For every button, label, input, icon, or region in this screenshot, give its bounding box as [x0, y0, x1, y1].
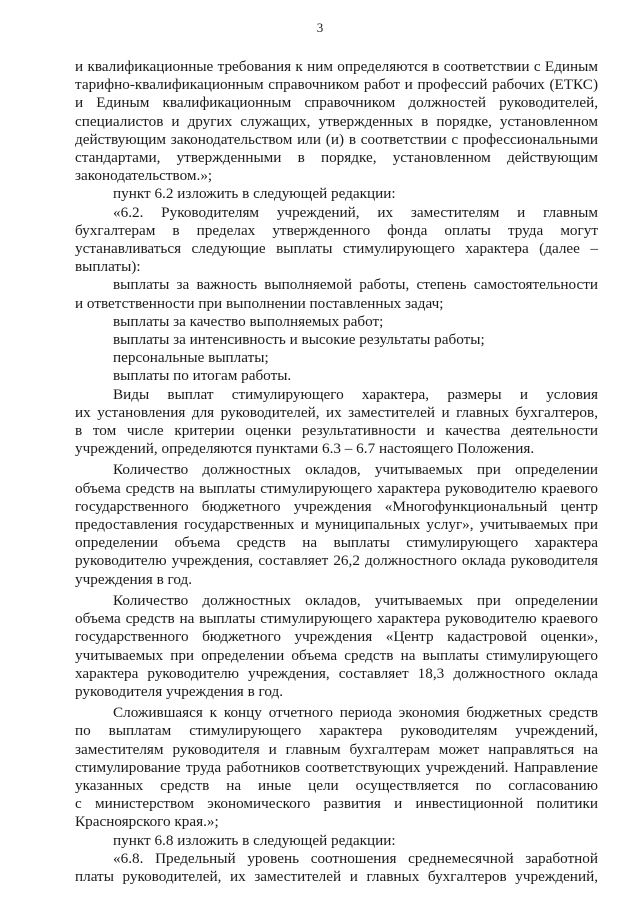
- paragraph-mfc-salaries: [75, 461, 598, 588]
- text-line: выплаты за интенсивность и высокие результаты работы;: [113, 331, 485, 349]
- text-line: Количество должностных окладов, учитываемых при определении: [113, 591, 598, 609]
- text-line: персональные выплаты;: [113, 349, 269, 367]
- text-line: бухгалтерам в пределах утвержденного фонда оплаты труда могут: [75, 221, 598, 239]
- text-line: руководителю учреждения, составляет 26,2 должностного оклада руководителя: [75, 552, 598, 570]
- text-line: Виды выплат стимулирующего характера, размеры и условия: [113, 385, 598, 403]
- list-item-results: [75, 367, 598, 385]
- text-line: выплаты):: [75, 258, 141, 276]
- paragraph-budget-savings: [75, 704, 598, 831]
- text-line: характера руководителю учреждения, составляет 18,3 должностного оклада: [75, 664, 598, 682]
- paragraph-cadastral-salaries: [75, 592, 598, 701]
- text-line: и квалификационные требования к ним определяются в соответствии с Единым: [75, 58, 598, 75]
- text-line: определении объема средств на выплаты стимулирующего характера: [75, 534, 598, 552]
- list-item-importance: [75, 276, 598, 312]
- text-line: учреждения в год.: [75, 570, 193, 588]
- text-line: выплаты за важность выполняемой работы, степень самостоятельности: [113, 276, 598, 294]
- text-line: предоставления государственных и муниципальных услуг», учитываемых при: [75, 516, 598, 534]
- page-number: 3: [316, 20, 324, 35]
- text-line: Красноярского края.»;: [75, 813, 219, 831]
- text-line: их установления для руководителей, их заместителей и главных бухгалтеров,: [75, 403, 598, 421]
- text-line: государственного бюджетного учреждения «Многофункциональный центр: [75, 497, 598, 515]
- text-line: руководителя учреждения в год.: [75, 682, 284, 700]
- text-line: стимулирование труда работников соответствующих учреждений. Направление: [75, 758, 598, 776]
- text-line: Количество должностных окладов, учитываемых при определении: [113, 461, 598, 479]
- paragraph-6-2: [75, 204, 598, 277]
- text-line: и ответственности при выполнении поставленных задач;: [75, 294, 444, 312]
- text-line: пункт 6.8 изложить в следующей редакции:: [113, 831, 396, 849]
- text-line: учреждений, определяются пунктами 6.3 – 6.7 настоящего Положения.: [75, 440, 535, 458]
- text-line: объема средств на выплаты стимулирующего характера руководителю краевого: [75, 479, 598, 497]
- text-line: Сложившаяся к концу отчетного периода экономия бюджетных средств: [113, 704, 598, 722]
- text-line: учитываемых при определении объема средств на выплаты стимулирующего: [75, 646, 598, 664]
- paragraph-qualification-requirements: [75, 58, 598, 185]
- text-line: государственного бюджетного учреждения «Центр кадастровой оценки»,: [75, 628, 598, 646]
- paragraph-payment-types: [75, 386, 598, 459]
- paragraph-6-8: [75, 850, 598, 886]
- paragraph-amend-6-8: [75, 832, 598, 850]
- text-line: в том числе критерии оценки результативности и качества деятельности: [75, 422, 598, 440]
- text-line: и Единым квалификационным справочником должностей руководителей,: [75, 94, 598, 112]
- list-item-quality: [75, 313, 598, 331]
- text-line: действующим законодательством или (и) в соответствии с профессиональными: [75, 130, 598, 148]
- text-line: законодательством.»;: [75, 167, 213, 185]
- text-line: тарифно-квалификационным справочником работ и профессий рабочих (ЕТКС): [75, 76, 598, 94]
- text-line: стандартами, утвержденными в порядке, установленном действующим: [75, 149, 598, 167]
- text-line: заместителям руководителя и главным бухгалтерам может направляться на: [75, 740, 598, 758]
- text-line: «6.8. Предельный уровень соотношения среднемесячной заработной: [113, 849, 598, 867]
- text-line: платы руководителей, их заместителей и главных бухгалтеров учреждений,: [75, 867, 598, 885]
- document-body: [75, 58, 598, 886]
- list-item-personal: [75, 349, 598, 367]
- list-item-intensity: [75, 331, 598, 349]
- text-line: «6.2. Руководителям учреждений, их заместителям и главным: [113, 203, 598, 221]
- text-line: с министерством экономического развития и инвестиционной политики: [75, 795, 598, 813]
- text-line: указанных средств на иные цели осуществляется по согласованию: [75, 776, 598, 794]
- text-line: объема средств на выплаты стимулирующего характера руководителю краевого: [75, 610, 598, 628]
- text-line: пункт 6.2 изложить в следующей редакции:: [113, 185, 396, 203]
- paragraph-amend-6-2: [75, 185, 598, 203]
- text-line: специалистов и других служащих, утвержденных в порядке, установленном: [75, 112, 598, 130]
- text-line: по выплатам стимулирующего характера руководителям учреждений,: [75, 722, 598, 740]
- text-line: выплаты за качество выполняемых работ;: [113, 312, 384, 330]
- text-line: устанавливаться следующие выплаты стимулирующего характера (далее –: [75, 240, 598, 258]
- text-line: выплаты по итогам работы.: [113, 367, 292, 385]
